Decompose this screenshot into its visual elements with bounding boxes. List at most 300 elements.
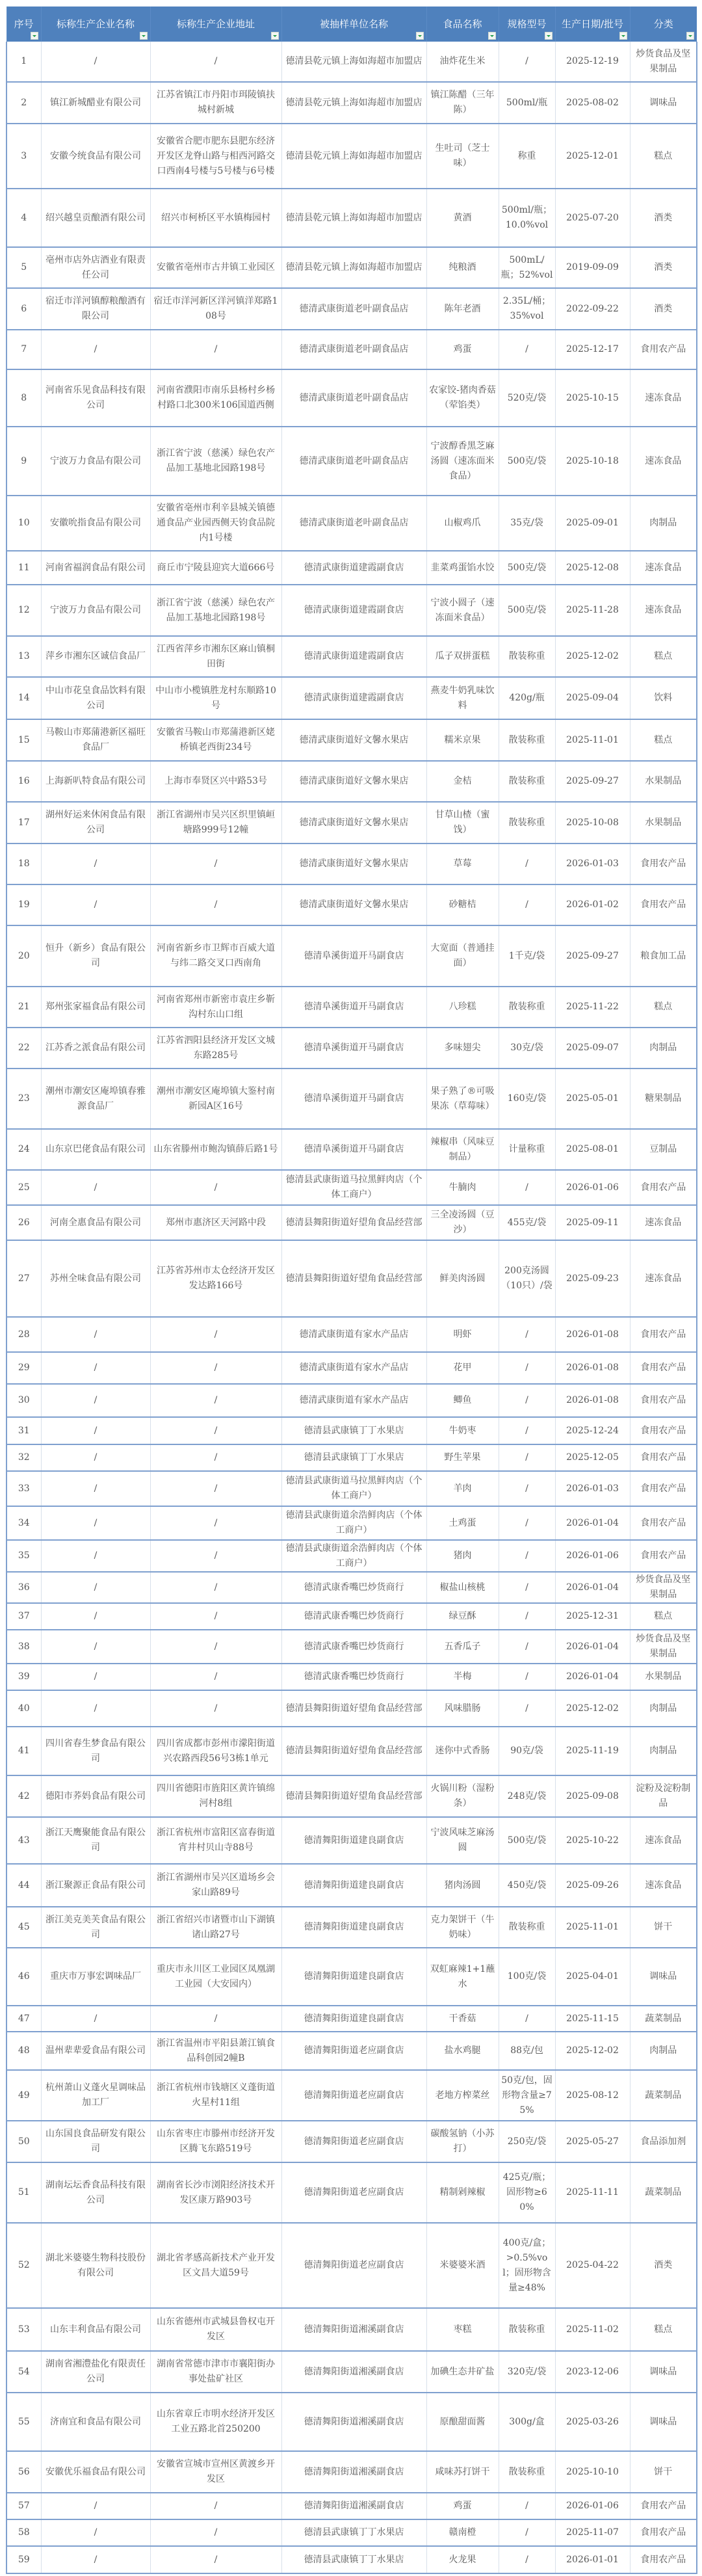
cell-maker-address: 郑州市惠济区天河路中段 (150, 1205, 281, 1240)
cell-maker-address: 安徽省亳州市利辛县城关镇德通食品产业园西侧天钧食品院内1号楼 (150, 496, 281, 551)
cell-maker-name: / (41, 843, 150, 884)
cell-spec: / (499, 1471, 555, 1506)
cell-maker-name: 安徽今统食品有限公司 (41, 124, 150, 189)
table-row (6, 1817, 697, 1864)
cell-production-date: 2025-10-08 (555, 802, 630, 843)
cell-maker-name: 苏州全味食品有限公司 (41, 1240, 150, 1317)
cell-category: 糕点 (630, 1603, 697, 1630)
cell-spec: / (499, 1444, 555, 1471)
cell-maker-address: 上海市奉贤区兴中路53号 (150, 761, 281, 802)
cell-seq: 8 (6, 369, 41, 427)
table-row (6, 1352, 697, 1384)
filter-dropdown-icon[interactable] (619, 32, 627, 40)
cell-food-name: 大宽面（普通挂面） (426, 925, 499, 987)
filter-dropdown-icon[interactable] (686, 32, 694, 40)
cell-food-name: 风味腊肠 (426, 1690, 499, 1727)
table-row (6, 1603, 697, 1630)
cell-sampled-unit: 德清县武康镇丁丁水果店 (281, 1444, 426, 1471)
table-row (6, 1907, 697, 1948)
cell-category: 酒类 (630, 189, 697, 247)
cell-production-date: 2026-01-06 (555, 1170, 630, 1205)
table-row (6, 1506, 697, 1540)
cell-production-date: 2026-01-08 (555, 1317, 630, 1352)
cell-food-name: 韭菜鸡蛋馅水饺 (426, 551, 499, 585)
cell-category: 糕点 (630, 719, 697, 761)
cell-maker-name: 安徽吮指食品有限公司 (41, 496, 150, 551)
cell-seq: 23 (6, 1069, 41, 1129)
table-row (6, 247, 697, 288)
cell-category: 食用农产品 (630, 2519, 697, 2546)
cell-category: 蔬菜制品 (630, 2162, 697, 2223)
cell-category: 调味品 (630, 1948, 697, 2006)
cell-spec: / (499, 884, 555, 925)
cell-seq: 16 (6, 761, 41, 802)
cell-category: 食用农产品 (630, 1352, 697, 1384)
cell-maker-address: 山东省枣庄市滕州市经济开发区腾飞东路519号 (150, 2121, 281, 2162)
cell-seq: 51 (6, 2162, 41, 2223)
cell-category: 速冻食品 (630, 427, 697, 496)
cell-sampled-unit: 德清县舞阳街道好望角食品经营部 (281, 1775, 426, 1817)
cell-category: 调味品 (630, 2393, 697, 2451)
cell-sampled-unit: 德清舞阳街道老应副食店 (281, 2223, 426, 2308)
cell-production-date: 2025-12-05 (555, 1444, 630, 1471)
cell-spec: / (499, 1506, 555, 1540)
cell-seq: 1 (6, 42, 41, 82)
cell-maker-address: 湖北省孝感高新技术产业开发区文昌大道59号 (150, 2223, 281, 2308)
cell-spec: / (499, 1690, 555, 1727)
cell-category: 食用农产品 (630, 1170, 697, 1205)
cell-maker-address: 河南省郑州市新密市袁庄乡靳沟村东山口组 (150, 987, 281, 1028)
cell-sampled-unit: 德清阜溪街道开马副食店 (281, 1069, 426, 1129)
cell-category: 糕点 (630, 124, 697, 189)
cell-production-date: 2025-10-10 (555, 2451, 630, 2493)
cell-sampled-unit: 德清武康街道老叶副食品店 (281, 330, 426, 369)
cell-maker-address: 山东省滕州市鲍沟镇薛后路1号 (150, 1129, 281, 1170)
filter-dropdown-icon[interactable] (545, 32, 552, 40)
table-row (6, 2032, 697, 2070)
table-row (6, 288, 697, 330)
cell-spec: 88克/包 (499, 2032, 555, 2070)
table-row (6, 2393, 697, 2451)
cell-category: 食用农产品 (630, 1317, 697, 1352)
cell-maker-name: 亳州市店外店酒业有限责任公司 (41, 247, 150, 288)
cell-maker-address: 商丘市宁陵县迎宾大道666号 (150, 551, 281, 585)
cell-production-date: 2025-09-26 (555, 1864, 630, 1907)
filter-dropdown-icon[interactable] (140, 32, 148, 40)
cell-category: 水果制品 (630, 802, 697, 843)
cell-spec: 散装称重 (499, 761, 555, 802)
cell-maker-address: 四川省成都市彭州市濛阳街道兴农路西段56号3栋1单元 (150, 1727, 281, 1775)
cell-maker-name: / (41, 1506, 150, 1540)
cell-maker-address: / (150, 1384, 281, 1417)
table-row (6, 1170, 697, 1205)
cell-maker-name: 湖州好运来休闲食品有限公司 (41, 802, 150, 843)
filter-dropdown-icon[interactable] (416, 32, 424, 40)
table-row (6, 843, 697, 884)
cell-production-date: 2025-11-07 (555, 2519, 630, 2546)
cell-seq: 50 (6, 2121, 41, 2162)
cell-category: 速冻食品 (630, 1864, 697, 1907)
cell-maker-name: / (41, 1317, 150, 1352)
cell-spec: / (499, 42, 555, 82)
cell-maker-address: 绍兴市柯桥区平水镇梅园村 (150, 189, 281, 247)
cell-maker-address: / (150, 42, 281, 82)
filter-dropdown-icon[interactable] (488, 32, 496, 40)
cell-production-date: 2026-01-06 (555, 2493, 630, 2519)
cell-sampled-unit: 德清武康香嘴巴炒货商行 (281, 1664, 426, 1690)
cell-seq: 34 (6, 1506, 41, 1540)
cell-category: 蔬菜制品 (630, 2070, 697, 2121)
cell-sampled-unit: 德清舞阳街道湘溪副食店 (281, 2451, 426, 2493)
cell-category: 糖果制品 (630, 1069, 697, 1129)
cell-food-name: 鸡蛋 (426, 330, 499, 369)
cell-production-date: 2026-01-06 (555, 1540, 630, 1572)
cell-maker-name: / (41, 1384, 150, 1417)
cell-sampled-unit: 德清县舞阳街道好望角食品经营部 (281, 1690, 426, 1727)
cell-food-name: 八珍糕 (426, 987, 499, 1028)
cell-seq: 30 (6, 1384, 41, 1417)
cell-food-name: 双虹麻辣1+1蘸水 (426, 1948, 499, 2006)
table-row (6, 1240, 697, 1317)
cell-food-name: 牛腩肉 (426, 1170, 499, 1205)
cell-category: 食用农产品 (630, 1384, 697, 1417)
cell-maker-address: / (150, 1603, 281, 1630)
cell-food-name: 明虾 (426, 1317, 499, 1352)
cell-sampled-unit: 德清县武康镇丁丁水果店 (281, 2519, 426, 2546)
cell-seq: 37 (6, 1603, 41, 1630)
table-row (6, 496, 697, 551)
cell-seq: 45 (6, 1907, 41, 1948)
cell-maker-address: 安徽省合肥市肥东县肥东经济开发区龙脊山路与相西河路交口西南4号楼与5号楼与6号楼 (150, 124, 281, 189)
cell-food-name: 生吐司（芝士味） (426, 124, 499, 189)
cell-maker-address: 湖南省常德市津市市襄阳街办事处盐矿社区 (150, 2351, 281, 2393)
cell-sampled-unit: 德清县舞阳街道好望角食品经营部 (281, 1727, 426, 1775)
cell-seq: 24 (6, 1129, 41, 1170)
cell-maker-name: 上海新叭特食品有限公司 (41, 761, 150, 802)
cell-spec: / (499, 330, 555, 369)
table-row (6, 1630, 697, 1664)
cell-maker-address: / (150, 1471, 281, 1506)
cell-sampled-unit: 德清舞阳街道湘溪副食店 (281, 2493, 426, 2519)
cell-seq: 7 (6, 330, 41, 369)
cell-food-name: 猪肉 (426, 1540, 499, 1572)
cell-category: 速冻食品 (630, 369, 697, 427)
cell-maker-address: 中山市小榄镇胜龙村东顺路10号 (150, 677, 281, 719)
cell-sampled-unit: 德清县武康街道马拉黑鲜肉店（个体工商户） (281, 1170, 426, 1205)
cell-category: 肉制品 (630, 496, 697, 551)
cell-maker-name: 萍乡市湘东区诚信食品厂 (41, 636, 150, 677)
cell-maker-address: 四川省德阳市旌阳区黄许镇绵河村8组 (150, 1775, 281, 1817)
cell-seq: 31 (6, 1417, 41, 1444)
cell-spec: / (499, 1352, 555, 1384)
table-row (6, 2308, 697, 2351)
sampling-results-sheet (6, 7, 696, 2574)
cell-production-date: 2025-12-19 (555, 42, 630, 82)
cell-spec: / (499, 1664, 555, 1690)
table-row (6, 369, 697, 427)
cell-maker-address: / (150, 2519, 281, 2546)
cell-maker-address: 湖南省长沙市浏阳经济技术开发区康万路903号 (150, 2162, 281, 2223)
cell-maker-name: 德阳市荞妈食品有限公司 (41, 1775, 150, 1817)
cell-maker-name: 四川省春生梦食品有限公司 (41, 1727, 150, 1775)
table-row (6, 2070, 697, 2121)
cell-food-name: 油炸花生米 (426, 42, 499, 82)
table-row (6, 1775, 697, 1817)
cell-maker-name: 绍兴越皇贡酿酒有限公司 (41, 189, 150, 247)
cell-maker-name: 浙江聚源正食品有限公司 (41, 1864, 150, 1907)
cell-seq: 3 (6, 124, 41, 189)
table-row (6, 82, 697, 124)
cell-spec: / (499, 2519, 555, 2546)
table-row (6, 330, 697, 369)
cell-production-date: 2025-05-27 (555, 2121, 630, 2162)
cell-maker-name: / (41, 42, 150, 82)
cell-maker-address: / (150, 1690, 281, 1727)
cell-production-date: 2026-01-08 (555, 1352, 630, 1384)
filter-dropdown-icon[interactable] (271, 32, 279, 40)
cell-seq: 32 (6, 1444, 41, 1471)
header-col-maker-name (41, 7, 150, 42)
cell-production-date: 2025-09-23 (555, 1240, 630, 1317)
cell-maker-name: / (41, 1444, 150, 1471)
cell-production-date: 2026-01-04 (555, 1506, 630, 1540)
cell-maker-name: 重庆市万事宏调味品厂 (41, 1948, 150, 2006)
cell-maker-name: / (41, 1603, 150, 1630)
cell-sampled-unit: 德清舞阳街道建良副食店 (281, 1948, 426, 2006)
cell-production-date: 2023-12-06 (555, 2351, 630, 2393)
cell-maker-address: / (150, 1664, 281, 1690)
cell-spec: 500克/袋 (499, 427, 555, 496)
cell-seq: 28 (6, 1317, 41, 1352)
cell-sampled-unit: 德清阜溪街道开马副食店 (281, 925, 426, 987)
table-row (6, 1205, 697, 1240)
cell-category: 粮食加工品 (630, 925, 697, 987)
cell-category: 食品添加剂 (630, 2121, 697, 2162)
cell-category: 肉制品 (630, 1690, 697, 1727)
cell-production-date: 2025-11-11 (555, 2162, 630, 2223)
cell-sampled-unit: 德清舞阳街道老应副食店 (281, 2032, 426, 2070)
cell-category: 食用农产品 (630, 2493, 697, 2519)
cell-maker-name: / (41, 1170, 150, 1205)
header-label: 分类 (653, 18, 673, 30)
cell-food-name: 猪肉汤圆 (426, 1864, 499, 1907)
cell-production-date: 2025-04-01 (555, 1948, 630, 2006)
cell-sampled-unit: 德清武康街道建霞副食店 (281, 551, 426, 585)
cell-food-name: 老地方榨菜丝 (426, 2070, 499, 2121)
cell-category: 饼干 (630, 1907, 697, 1948)
cell-production-date: 2026-01-04 (555, 1630, 630, 1664)
cell-seq: 10 (6, 496, 41, 551)
filter-dropdown-icon[interactable] (31, 32, 38, 40)
cell-seq: 21 (6, 987, 41, 1028)
cell-maker-address: / (150, 1630, 281, 1664)
cell-maker-name: 恒升（新乡）食品有限公司 (41, 925, 150, 987)
table-row (6, 189, 697, 247)
cell-seq: 55 (6, 2393, 41, 2451)
cell-sampled-unit: 德清武康香嘴巴炒货商行 (281, 1630, 426, 1664)
cell-production-date: 2026-01-04 (555, 1572, 630, 1603)
cell-production-date: 2025-11-02 (555, 2308, 630, 2351)
cell-seq: 59 (6, 2546, 41, 2573)
cell-spec: 散装称重 (499, 1907, 555, 1948)
cell-maker-address: / (150, 1352, 281, 1384)
table-row (6, 2451, 697, 2493)
cell-spec: 50克/包，固形物含量≥75% (499, 2070, 555, 2121)
cell-production-date: 2026-01-04 (555, 1664, 630, 1690)
cell-sampled-unit: 德清县乾元镇上海如海超市加盟店 (281, 189, 426, 247)
cell-food-name: 椒盐山核桃 (426, 1572, 499, 1603)
cell-food-name: 鲫鱼 (426, 1384, 499, 1417)
cell-maker-name: 镇江新城醋业有限公司 (41, 82, 150, 124)
cell-spec: 散装称重 (499, 802, 555, 843)
cell-category: 炒货食品及坚果制品 (630, 42, 697, 82)
cell-spec: 散装称重 (499, 636, 555, 677)
cell-maker-name: / (41, 1572, 150, 1603)
table-row (6, 2006, 697, 2032)
cell-sampled-unit: 德清舞阳街道建良副食店 (281, 2006, 426, 2032)
cell-production-date: 2026-01-08 (555, 1384, 630, 1417)
cell-category: 糕点 (630, 987, 697, 1028)
table-row (6, 761, 697, 802)
cell-production-date: 2026-01-03 (555, 1471, 630, 1506)
cell-maker-name: / (41, 1540, 150, 1572)
cell-maker-address: 山东省德州市武城县鲁权屯开发区 (150, 2308, 281, 2351)
cell-production-date: 2025-11-01 (555, 719, 630, 761)
cell-maker-name: 潮州市潮安区庵埠镇春雅源食品厂 (41, 1069, 150, 1129)
cell-food-name: 土鸡蛋 (426, 1506, 499, 1540)
header-label: 生产日期/批号 (561, 18, 624, 30)
cell-maker-address: 河南省新乡市卫辉市百威大道与纬二路交叉口西南角 (150, 925, 281, 987)
cell-food-name: 纯粮酒 (426, 247, 499, 288)
cell-spec: / (499, 1603, 555, 1630)
cell-production-date: 2025-12-31 (555, 1603, 630, 1630)
table-row (6, 2519, 697, 2546)
cell-maker-address: / (150, 1170, 281, 1205)
cell-food-name: 野生苹果 (426, 1444, 499, 1471)
cell-category: 食用农产品 (630, 1417, 697, 1444)
header-col-maker-address (150, 7, 281, 42)
cell-category: 酒类 (630, 2223, 697, 2308)
cell-sampled-unit: 德清县舞阳街道好望角食品经营部 (281, 1205, 426, 1240)
cell-food-name: 燕麦牛奶乳味饮料 (426, 677, 499, 719)
cell-production-date: 2022-09-22 (555, 288, 630, 330)
cell-sampled-unit: 德清武康街道建霞副食店 (281, 585, 426, 636)
cell-seq: 11 (6, 551, 41, 585)
cell-spec: 散装称重 (499, 2451, 555, 2493)
table-row (6, 1384, 697, 1417)
cell-food-name: 五香瓜子 (426, 1630, 499, 1664)
cell-food-name: 农家饺-猪肉香菇（荤馅类） (426, 369, 499, 427)
cell-production-date: 2025-12-24 (555, 1417, 630, 1444)
cell-maker-name: 杭州萧山义蓬火星调味品加工厂 (41, 2070, 150, 2121)
cell-category: 速冻食品 (630, 1205, 697, 1240)
cell-seq: 4 (6, 189, 41, 247)
cell-sampled-unit: 德清武康街道老叶副食品店 (281, 369, 426, 427)
header-col-sampled-unit (281, 7, 426, 42)
cell-category: 肉制品 (630, 2032, 697, 2070)
cell-seq: 56 (6, 2451, 41, 2493)
cell-category: 食用农产品 (630, 1540, 697, 1572)
cell-sampled-unit: 德清阜溪街道开马副食店 (281, 1028, 426, 1069)
cell-seq: 5 (6, 247, 41, 288)
cell-spec: / (499, 1572, 555, 1603)
table-row (6, 1727, 697, 1775)
cell-food-name: 咸味苏打饼干 (426, 2451, 499, 2493)
header-label: 标称生产企业地址 (176, 18, 255, 30)
cell-spec: / (499, 2493, 555, 2519)
header-col-seq (6, 7, 41, 42)
cell-spec: / (499, 843, 555, 884)
table-row (6, 427, 697, 496)
cell-maker-address: 江苏省苏州市太仓经济开发区发达路166号 (150, 1240, 281, 1317)
cell-maker-address: 宿迁市洋河新区洋河镇洋郑路108号 (150, 288, 281, 330)
cell-maker-name: 浙江美克美芙食品有限公司 (41, 1907, 150, 1948)
cell-sampled-unit: 德清阜溪街道开马副食店 (281, 1129, 426, 1170)
table-row (6, 124, 697, 189)
cell-maker-name: / (41, 1630, 150, 1664)
cell-production-date: 2025-11-01 (555, 1907, 630, 1948)
cell-seq: 6 (6, 288, 41, 330)
cell-maker-name: 山东京巴佬食品有限公司 (41, 1129, 150, 1170)
cell-maker-name: 郑州张家福食品有限公司 (41, 987, 150, 1028)
cell-category: 速冻食品 (630, 1240, 697, 1317)
cell-spec: 500克/袋 (499, 551, 555, 585)
cell-spec: 35克/袋 (499, 496, 555, 551)
cell-sampled-unit: 德清县武康镇丁丁水果店 (281, 1417, 426, 1444)
table-row (6, 585, 697, 636)
cell-food-name: 原酿甜面酱 (426, 2393, 499, 2451)
cell-category: 速冻食品 (630, 1817, 697, 1864)
cell-production-date: 2025-08-01 (555, 1129, 630, 1170)
cell-seq: 54 (6, 2351, 41, 2393)
table-row (6, 1417, 697, 1444)
table-row (6, 1444, 697, 1471)
cell-food-name: 砂糖桔 (426, 884, 499, 925)
cell-sampled-unit: 德清武康香嘴巴炒货商行 (281, 1603, 426, 1630)
cell-sampled-unit: 德清武康街道好文馨水果店 (281, 884, 426, 925)
cell-maker-name: / (41, 2006, 150, 2032)
cell-category: 水果制品 (630, 761, 697, 802)
cell-maker-name: 温州辈辈爱食品有限公司 (41, 2032, 150, 2070)
cell-maker-address: 山东省章丘市明水经济开发区工业五路北首250200 (150, 2393, 281, 2451)
cell-maker-address: 浙江省温州市平阳县萧江镇食品科创园2幢B (150, 2032, 281, 2070)
cell-production-date: 2025-12-08 (555, 551, 630, 585)
cell-category: 炒货食品及坚果制品 (630, 1572, 697, 1603)
cell-production-date: 2019-09-09 (555, 247, 630, 288)
cell-maker-address: 江西省萍乡市湘东区麻山镇桐田街 (150, 636, 281, 677)
cell-maker-address: 浙江省绍兴市诸暨市山下湖镇诸山路27号 (150, 1907, 281, 1948)
cell-spec: 455克/袋 (499, 1205, 555, 1240)
cell-maker-name: / (41, 1664, 150, 1690)
table-row (6, 2546, 697, 2573)
cell-sampled-unit: 德清县乾元镇上海如海超市加盟店 (281, 82, 426, 124)
cell-seq: 49 (6, 2070, 41, 2121)
cell-maker-address: / (150, 330, 281, 369)
cell-seq: 26 (6, 1205, 41, 1240)
cell-food-name: 草莓 (426, 843, 499, 884)
cell-seq: 47 (6, 2006, 41, 2032)
table-row (6, 884, 697, 925)
cell-food-name: 宁波风味芝麻汤圆 (426, 1817, 499, 1864)
cell-sampled-unit: 德清武康街道老叶副食品店 (281, 427, 426, 496)
cell-maker-address: / (150, 1317, 281, 1352)
cell-spec: 散装称重 (499, 2308, 555, 2351)
cell-category: 速冻食品 (630, 551, 697, 585)
cell-category: 糕点 (630, 636, 697, 677)
cell-production-date: 2025-12-02 (555, 2032, 630, 2070)
cell-category: 酒类 (630, 288, 697, 330)
cell-maker-address: 浙江省杭州市富阳区富春街道宵井村贝山寺88号 (150, 1817, 281, 1864)
